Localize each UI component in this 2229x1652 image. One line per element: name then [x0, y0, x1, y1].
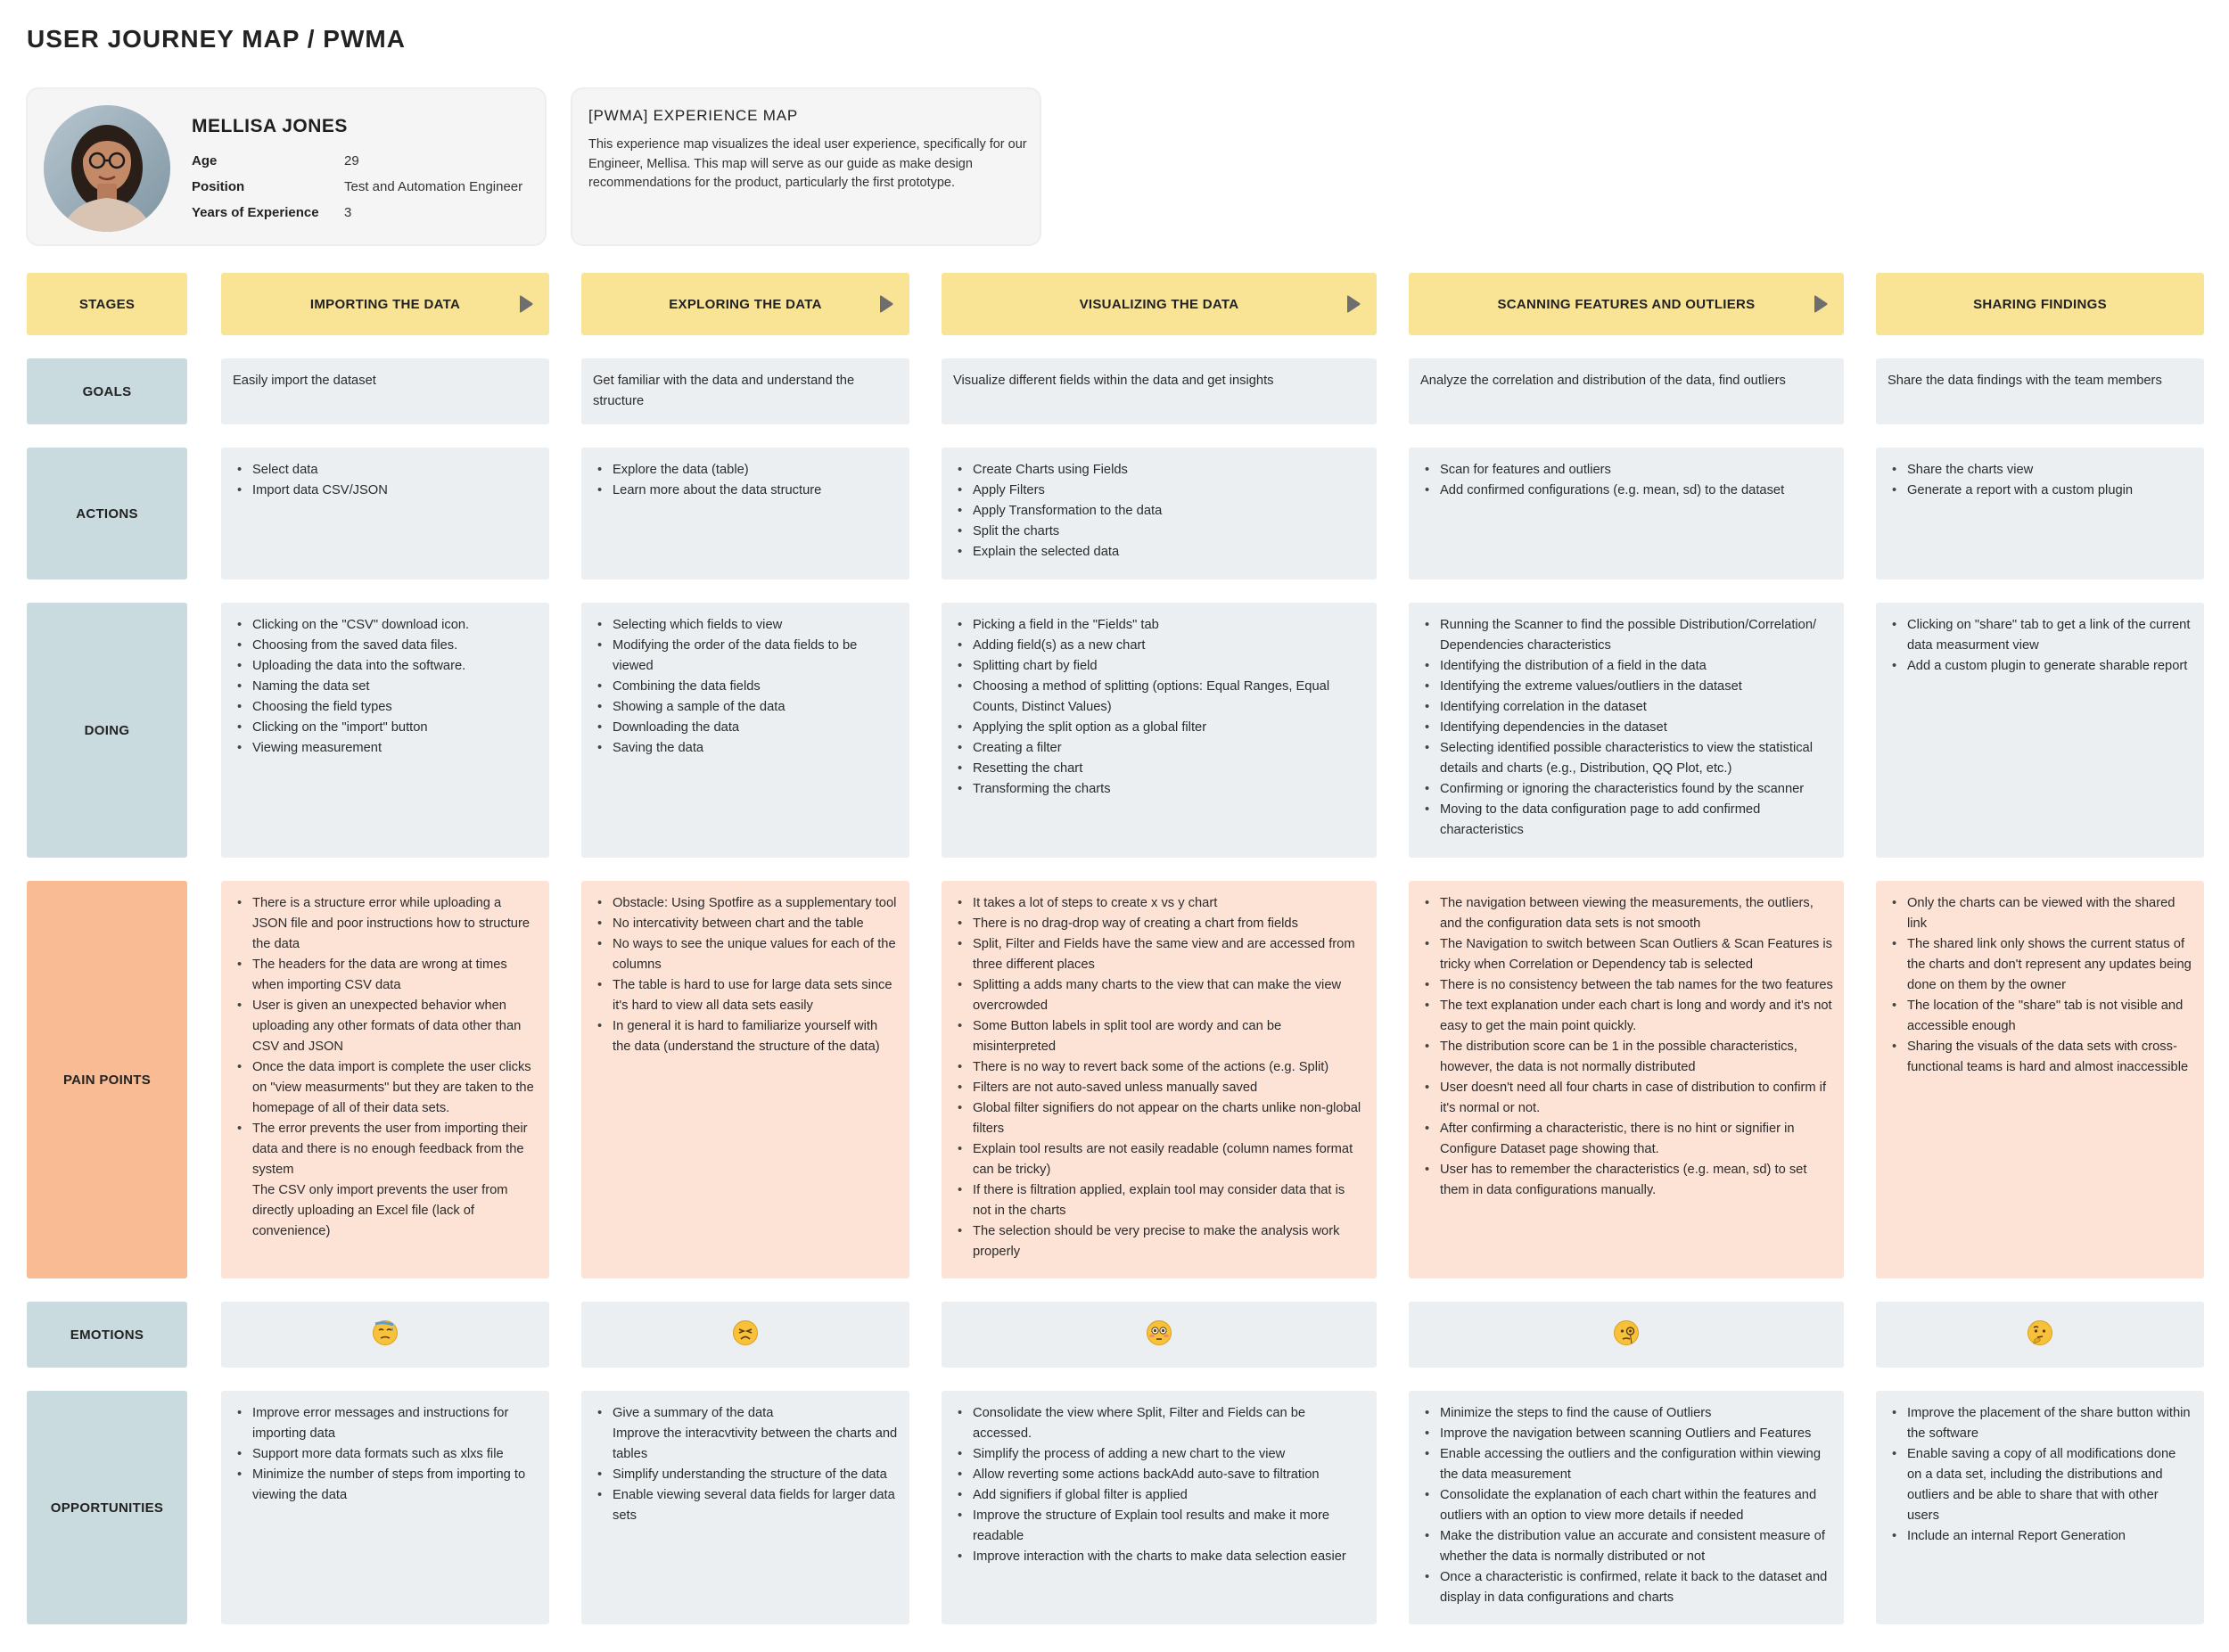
emotion-cell — [1876, 1302, 2204, 1368]
list-item: • Clicking on the "CSV" download icon. — [233, 615, 539, 636]
goal-text: Analyze the correlation and distribution of the data, find outliers — [1420, 374, 1786, 388]
actions-cell — [221, 448, 549, 579]
opportunities-cell — [221, 1391, 549, 1624]
page-title: USER JOURNEY MAP / PWMA — [27, 25, 406, 53]
stage-name: VISUALIZING THE DATA — [1079, 296, 1239, 312]
row-label-emotions — [27, 1302, 187, 1368]
row-label-goals — [27, 358, 187, 424]
row-label-text: ACTIONS — [76, 505, 138, 522]
goal-text: Visualize different fields within the data and get insights — [953, 374, 1274, 388]
list-item: • Import data CSV/JSON — [233, 481, 539, 501]
monocle-face-icon — [1613, 1319, 1640, 1351]
list-item: • Confirming or ignoring the characteristics found by the scanner — [1420, 779, 1833, 800]
experience-map-card — [571, 87, 1041, 246]
pain-points-cell — [581, 881, 909, 1278]
list-item: • Apply Filters — [953, 481, 1366, 501]
pain-points-cell-list — [593, 893, 899, 1057]
row-label-text: EMOTIONS — [70, 1327, 144, 1343]
list-item: • Selecting which fields to view — [593, 615, 899, 636]
list-item: • Identifying dependencies in the dataset — [1420, 718, 1833, 738]
row-label-stages — [27, 273, 187, 335]
persona-age-label: Age — [192, 153, 218, 168]
list-item: • Include an internal Report Generation — [1888, 1526, 2193, 1547]
stage-header-visualizing-the-data — [942, 273, 1377, 335]
pain-points-cell-list — [233, 893, 539, 1242]
opportunities-cell — [1876, 1391, 2204, 1624]
goal-text: Get familiar with the data and understand the structure — [593, 374, 855, 408]
list-item: • Clicking on the "import" button — [233, 718, 539, 738]
list-item: • It takes a lot of steps to create x vs y chart — [953, 893, 1366, 914]
goal-cell — [581, 358, 909, 424]
opportunities-cell-list — [593, 1403, 899, 1526]
list-item: • Minimize the number of steps from importing to viewing the data — [233, 1465, 539, 1506]
list-item: • Applying the split option as a global filter — [953, 718, 1366, 738]
row-label-doing — [27, 603, 187, 858]
list-item: • Improve interaction with the charts to make data selection easier — [953, 1547, 1366, 1567]
persona-position-label: Position — [192, 179, 245, 194]
row-label-actions — [27, 448, 187, 579]
list-item: • The Navigation to switch between Scan Outliers & Scan Features is tricky when Correlation or Dependency tab is selected — [1420, 934, 1833, 975]
row-label-text: OPPORTUNITIES — [50, 1500, 164, 1516]
opportunities-cell-list — [1888, 1403, 2193, 1547]
opportunities-cell — [581, 1391, 909, 1624]
list-item: • No intercativity between chart and the table — [593, 914, 899, 934]
list-item: • Once the data import is complete the user clicks on "view measurments" but they are taken to the homepage of all of their data sets. — [233, 1057, 539, 1119]
list-item: • There is no consistency between the tab names for the two features — [1420, 975, 1833, 996]
list-item: • User doesn't need all four charts in case of distribution to confirm if it's normal or not. — [1420, 1078, 1833, 1119]
stage-name: SHARING FINDINGS — [1973, 296, 2107, 312]
goal-cell — [1409, 358, 1844, 424]
list-item: • Identifying the distribution of a field in the data — [1420, 656, 1833, 677]
list-item: • Splitting chart by field — [953, 656, 1366, 677]
list-item: • Adding field(s) as a new chart — [953, 636, 1366, 656]
list-item: • Picking a field in the "Fields" tab — [953, 615, 1366, 636]
list-item: • Add signifiers if global filter is applied — [953, 1485, 1366, 1506]
doing-cell — [221, 603, 549, 858]
list-item: • Select data — [233, 460, 539, 481]
emotion-cell — [221, 1302, 549, 1368]
goal-cell — [1876, 358, 2204, 424]
list-item: • The text explanation under each chart is long and wordy and it's not easy to get the main point quickly. — [1420, 996, 1833, 1037]
doing-cell — [942, 603, 1377, 858]
experience-map-description: This experience map visualizes the ideal user experience, specifically for our Engineer, Mellisa. This map will serve as our guide as make design recommendations for the product, particularly the first prototype. — [588, 137, 1027, 190]
thinking-face-icon — [2027, 1319, 2053, 1351]
list-item: • Improve the placement of the share button within the software — [1888, 1403, 2193, 1444]
list-item: • The shared link only shows the current status of the charts and don't represent any updates being done on them by the owner — [1888, 934, 2193, 996]
list-item: • Split, Filter and Fields have the same view and are accessed from three different places — [953, 934, 1366, 975]
doing-cell-list — [953, 615, 1366, 800]
list-item: • Clicking on "share" tab to get a link of the current data measurment view — [1888, 615, 2193, 656]
doing-cell — [581, 603, 909, 858]
list-item: • Combining the data fields — [593, 677, 899, 697]
list-item: • Explore the data (table) — [593, 460, 899, 481]
list-item: • Creating a filter — [953, 738, 1366, 759]
list-item: • Simplify the process of adding a new chart to the view — [953, 1444, 1366, 1465]
actions-cell-list — [953, 460, 1366, 563]
arrow-right-icon — [1814, 295, 1828, 313]
list-item: • Enable viewing several data fields for larger data sets — [593, 1485, 899, 1526]
doing-cell-list — [233, 615, 539, 759]
list-item: • The table is hard to use for large data sets since it's hard to view all data sets easily — [593, 975, 899, 1016]
list-item: • The distribution score can be 1 in the possible characteristics, however, the data is not normally distributed — [1420, 1037, 1833, 1078]
list-item: • Identifying the extreme values/outliers in the dataset — [1420, 677, 1833, 697]
list-item: • After confirming a characteristic, there is no hint or signifier in Configure Dataset page showing that. — [1420, 1119, 1833, 1160]
list-item: • Learn more about the data structure — [593, 481, 899, 501]
row-label-text: GOALS — [82, 383, 132, 399]
stage-name: IMPORTING THE DATA — [309, 296, 461, 312]
list-item: • Downloading the data — [593, 718, 899, 738]
opportunities-cell — [1409, 1391, 1844, 1624]
row-label-text: STAGES — [78, 296, 136, 312]
list-item: • Splitting a adds many charts to the view that can make the view overcrowded — [953, 975, 1366, 1016]
pain-points-cell — [942, 881, 1377, 1278]
pain-points-cell — [1409, 881, 1844, 1278]
list-item: • Minimize the steps to find the cause of Outliers — [1420, 1403, 1833, 1424]
persona-experience-value: 3 — [344, 205, 352, 220]
list-item: • Choosing from the saved data files. — [233, 636, 539, 656]
goal-text: Easily import the dataset — [233, 374, 376, 388]
opportunities-cell-list — [953, 1403, 1366, 1567]
list-item: • Choosing a method of splitting (options: Equal Ranges, Equal Counts, Distinct Values) — [953, 677, 1366, 718]
list-item: • Identifying correlation in the dataset — [1420, 697, 1833, 718]
goal-cell — [942, 358, 1377, 424]
actions-cell-list — [1420, 460, 1833, 501]
list-item: • There is no drag-drop way of creating a chart from fields — [953, 914, 1366, 934]
list-item: • Transforming the charts — [953, 779, 1366, 800]
list-item: • Explain tool results are not easily readable (column names format can be tricky) — [953, 1139, 1366, 1180]
emotion-cell — [942, 1302, 1377, 1368]
opportunities-cell — [942, 1391, 1377, 1624]
persona-card — [26, 87, 547, 246]
list-item: • Support more data formats such as xlxs file — [233, 1444, 539, 1465]
list-item: • User has to remember the characteristics (e.g. mean, sd) to set them in data configurations manually. — [1420, 1160, 1833, 1201]
list-item: • Moving to the data configuration page to add confirmed characteristics — [1420, 800, 1833, 841]
list-item: • Once a characteristic is confirmed, relate it back to the dataset and display in data configurations and charts — [1420, 1567, 1833, 1608]
list-item: • Allow reverting some actions backAdd auto-save to filtration — [953, 1465, 1366, 1485]
list-item: • Simplify understanding the structure of the data — [593, 1465, 899, 1485]
list-item: • Filters are not auto-saved unless manually saved — [953, 1078, 1366, 1098]
emotion-cell — [581, 1302, 909, 1368]
actions-cell-list — [593, 460, 899, 501]
pain-points-cell — [221, 881, 549, 1278]
list-item: • If there is filtration applied, explain tool may consider data that is not in the charts — [953, 1180, 1366, 1221]
list-item: • Running the Scanner to find the possible Distribution/Correlation/ Dependencies characteristics — [1420, 615, 1833, 656]
list-item: • Consolidate the explanation of each chart within the features and outliers with an option to view more details if needed — [1420, 1485, 1833, 1526]
list-item: The CSV only import prevents the user from directly uploading an Excel file (lack of convenience) — [252, 1183, 508, 1238]
list-item: • User is given an unexpected behavior when uploading any other formats of data other than CSV and JSON — [233, 996, 539, 1057]
persona-age-value: 29 — [344, 153, 359, 168]
pain-points-cell-list — [1888, 893, 2193, 1078]
list-item: • Apply Transformation to the data — [953, 501, 1366, 522]
actions-cell — [942, 448, 1377, 579]
list-item: • In general it is hard to familiarize yourself with the data (understand the structure of the data) — [593, 1016, 899, 1057]
list-item: • Only the charts can be viewed with the shared link — [1888, 893, 2193, 934]
persona-position-value: Test and Automation Engineer — [344, 179, 523, 194]
goal-cell — [221, 358, 549, 424]
pain-points-cell-list — [1420, 893, 1833, 1201]
list-item: • Create Charts using Fields — [953, 460, 1366, 481]
list-item: • Naming the data set — [233, 677, 539, 697]
list-item: • Uploading the data into the software. — [233, 656, 539, 677]
doing-cell — [1876, 603, 2204, 858]
list-item: • Showing a sample of the data — [593, 697, 899, 718]
list-item: • Explain the selected data — [953, 542, 1366, 563]
list-item: • Improve error messages and instructions for importing data — [233, 1403, 539, 1444]
list-item: • Improve the navigation between scanning Outliers and Features — [1420, 1424, 1833, 1444]
list-item: • Selecting identified possible characteristics to view the statistical details and charts (e.g., Distribution, QQ Plot, etc.) — [1420, 738, 1833, 779]
doing-cell-list — [1888, 615, 2193, 677]
opportunities-cell-list — [1420, 1403, 1833, 1608]
opportunities-cell-list — [233, 1403, 539, 1506]
arrow-right-icon — [519, 295, 533, 313]
stage-header-sharing-findings — [1876, 273, 2204, 335]
persevering-face-icon — [732, 1319, 759, 1351]
persona-avatar — [44, 105, 170, 232]
list-item: • The location of the "share" tab is not visible and accessible enough — [1888, 996, 2193, 1037]
arrow-right-icon — [1346, 295, 1361, 313]
list-item: • Add confirmed configurations (e.g. mean, sd) to the dataset — [1420, 481, 1833, 501]
list-item: • Improve the structure of Explain tool results and make it more readable — [953, 1506, 1366, 1547]
list-item: • Enable accessing the outliers and the configuration within viewing the data measurement — [1420, 1444, 1833, 1485]
doing-cell — [1409, 603, 1844, 858]
row-label-text: DOING — [84, 722, 130, 738]
persona-name: MELLISA JONES — [192, 116, 348, 136]
actions-cell — [581, 448, 909, 579]
list-item: • The selection should be very precise to make the analysis work properly — [953, 1221, 1366, 1262]
list-item: • Obstacle: Using Spotfire as a supplementary tool — [593, 893, 899, 914]
list-item: • The navigation between viewing the measurements, the outliers, and the configuration data sets is not smooth — [1420, 893, 1833, 934]
actions-cell — [1876, 448, 2204, 579]
list-item: • Sharing the visuals of the data sets with cross-functional teams is hard and almost inaccessible — [1888, 1037, 2193, 1078]
list-item: • There is a structure error while uploading a JSON file and poor instructions how to structure the data — [233, 893, 539, 955]
stage-header-scanning-features-and-outliers — [1409, 273, 1844, 335]
goal-text: Share the data findings with the team members — [1888, 374, 2162, 388]
emotion-cell — [1409, 1302, 1844, 1368]
stage-header-importing-the-data — [221, 273, 549, 335]
list-item: • Generate a report with a custom plugin — [1888, 481, 2193, 501]
downcast-sweat-face-icon — [372, 1319, 399, 1351]
doing-cell-list — [1420, 615, 1833, 841]
doing-cell-list — [593, 615, 899, 759]
flushed-face-icon — [1146, 1319, 1172, 1351]
list-item: • Share the charts view — [1888, 460, 2193, 481]
list-item: • Some Button labels in split tool are wordy and can be misinterpreted — [953, 1016, 1366, 1057]
list-item: • Make the distribution value an accurate and consistent measure of whether the data is normally distributed or not — [1420, 1526, 1833, 1567]
list-item: Improve the interacvtivity between the charts and tables — [613, 1426, 898, 1461]
row-label-pain-points — [27, 881, 187, 1278]
list-item: • Add a custom plugin to generate sharable report — [1888, 656, 2193, 677]
pain-points-cell — [1876, 881, 2204, 1278]
stage-name: SCANNING FEATURES AND OUTLIERS — [1497, 296, 1756, 312]
actions-cell-list — [233, 460, 539, 501]
list-item: • Split the charts — [953, 522, 1366, 542]
list-item: • Viewing measurement — [233, 738, 539, 759]
list-item: • Resetting the chart — [953, 759, 1366, 779]
persona-experience-label: Years of Experience — [192, 205, 319, 220]
experience-map-title: [PWMA] EXPERIENCE MAP — [588, 107, 799, 124]
actions-cell-list — [1888, 460, 2193, 501]
actions-cell — [1409, 448, 1844, 579]
pain-points-cell-list — [953, 893, 1366, 1262]
list-item: • Global filter signifiers do not appear on the charts unlike non-global filters — [953, 1098, 1366, 1139]
list-item: • Choosing the field types — [233, 697, 539, 718]
row-label-text: PAIN POINTS — [62, 1072, 152, 1088]
stage-name: EXPLORING THE DATA — [669, 296, 822, 312]
list-item: • Enable saving a copy of all modifications done on a data set, including the distributions and outliers and be able to share that with other users — [1888, 1444, 2193, 1526]
list-item: • Modifying the order of the data fields to be viewed — [593, 636, 899, 677]
list-item: • The error prevents the user from importing their data and there is no enough feedback from the system — [233, 1119, 539, 1180]
list-item: • No ways to see the unique values for each of the columns — [593, 934, 899, 975]
list-item: • Saving the data — [593, 738, 899, 759]
stage-header-exploring-the-data — [581, 273, 909, 335]
row-label-opportunities — [27, 1391, 187, 1624]
list-item: • Consolidate the view where Split, Filter and Fields can be accessed. — [953, 1403, 1366, 1444]
arrow-right-icon — [879, 295, 893, 313]
list-item: • Scan for features and outliers — [1420, 460, 1833, 481]
list-item: • Give a summary of the data — [593, 1403, 899, 1424]
list-item: • The headers for the data are wrong at times when importing CSV data — [233, 955, 539, 996]
list-item: • There is no way to revert back some of the actions (e.g. Split) — [953, 1057, 1366, 1078]
